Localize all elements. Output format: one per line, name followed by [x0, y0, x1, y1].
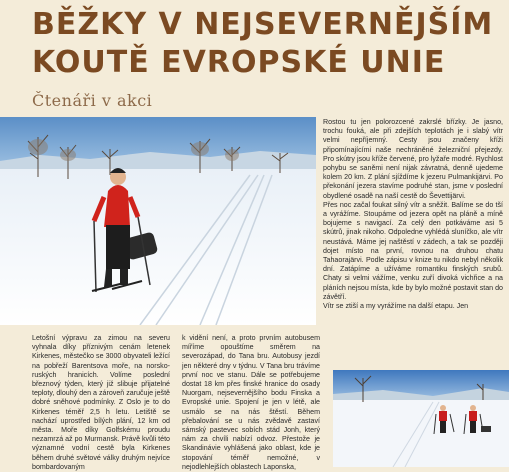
section-label: Čtenáři v akci [32, 91, 153, 110]
secondary-photo [333, 370, 509, 467]
paragraph: Letošní výpravu za zimou na severu vyhnala díky příznivým cenám letenek Kirkenes, městečko se 3000 obyvateli ležící na pobřeží Barentsova moře, na norsko-ruských hranicích. Volíme poslední březnový týden, který již slibuje přijatelné teploty, dlouhý den a zároveň zaručuje ještě dobré sněhové podmínky. Z Oslo je to do Kirkenes téměř 2,5 h letu. Letiště se nachází uprostřed bílých plání, 12 km od města. Moře díky Golfskému proudu nezamrzá až po Murmansk. Právě kvůli této významné vodní cestě byla Kirkenes během druhé světové války druhým nejvíce bombardovaným [32, 334, 170, 471]
article-column-2 [182, 334, 320, 472]
paragraph: Vítr se ztiší a my vyrážíme na další etapu. Jen [323, 302, 469, 311]
article-title [32, 6, 502, 82]
main-photo [0, 117, 316, 325]
paragraph: Přes noc začal foukat silný vítr a sněžit. Balíme se do tší a vyrážíme. Stoupáme od jezera opět na pláně a míně bojujeme s navigací. Za celý den potkáváme asi 5 skútrů, jinak nikoho. Odpoledne vyhlédá sluníčko, ale vítr neustává. Máme jej naštěstí v zádech, a tak se později dojet místo na první, rovnou na druhou chatu Tahaorajärvi. Podle zápisu v knize tu nikdo nebyl několik dní. Zatápíme a užíváme romantiku finských srubů. Chaty si velmi vážíme, venku zuří divoká vichřice a na pláních nejsou místa, kde by bylo možné postavit stan do závětří. [323, 200, 503, 301]
two-skiers-photo-illustration [333, 370, 509, 467]
article-title-line-1: BĚŽKY V NEJSEVERNĚJŠÍM [32, 7, 494, 42]
paragraph: Rostou tu jen polorozcené zakrslé břízky. Je jasno, trochu fouká, ale při zdejších teplotách je i slabý vítr velmi nepříjemný. Cesty jsou značeny kříži připomínajícími naše nechráněné železniční přejezdy. Pro skútry jsou kříže červené, pro lyžaře modré. Rychlost pohybu se saněmi není nijak závratná, denně ujedeme kolem 20 km. Z plání sjíždíme k jezeru Pulmankijärvi. Po překonání jezera stavíme podruhé stan, jsme v poslední obydlené osadě na naší cestě do Ševettijärvi. [323, 118, 503, 200]
article-column-1 [32, 334, 170, 472]
skier-photo-illustration [0, 117, 316, 325]
article-column-right [323, 118, 503, 311]
article-title-line-2: KOUTĚ EVROPSKÉ UNIE [32, 45, 446, 80]
paragraph: k vidění není, a proto prvním autobusem míříme opouštíme směrem na severozápad, do Tana bru. Autobusy jezdí jen některé dny v týdnu. V Tana bru trávíme první noc ve stanu. Dále se potřebujeme dostat 18 km přes finské hranice do osady Nuorgam, nejsevernějšího bodu Finska a Evropské unie. Spojení je jen v létě, ale usmálo se na nás štěstí. Během přebalování se u nás zvědavě zastaví sámský pastevec sobích stád Jonh, který nám za chvíli nabízí odvoz. Přestože je Skandinávie vyhlášená jako oblast, kde je stopování téměř nemožné, v nejodlehlejších oblastech Laponska, [182, 334, 320, 471]
